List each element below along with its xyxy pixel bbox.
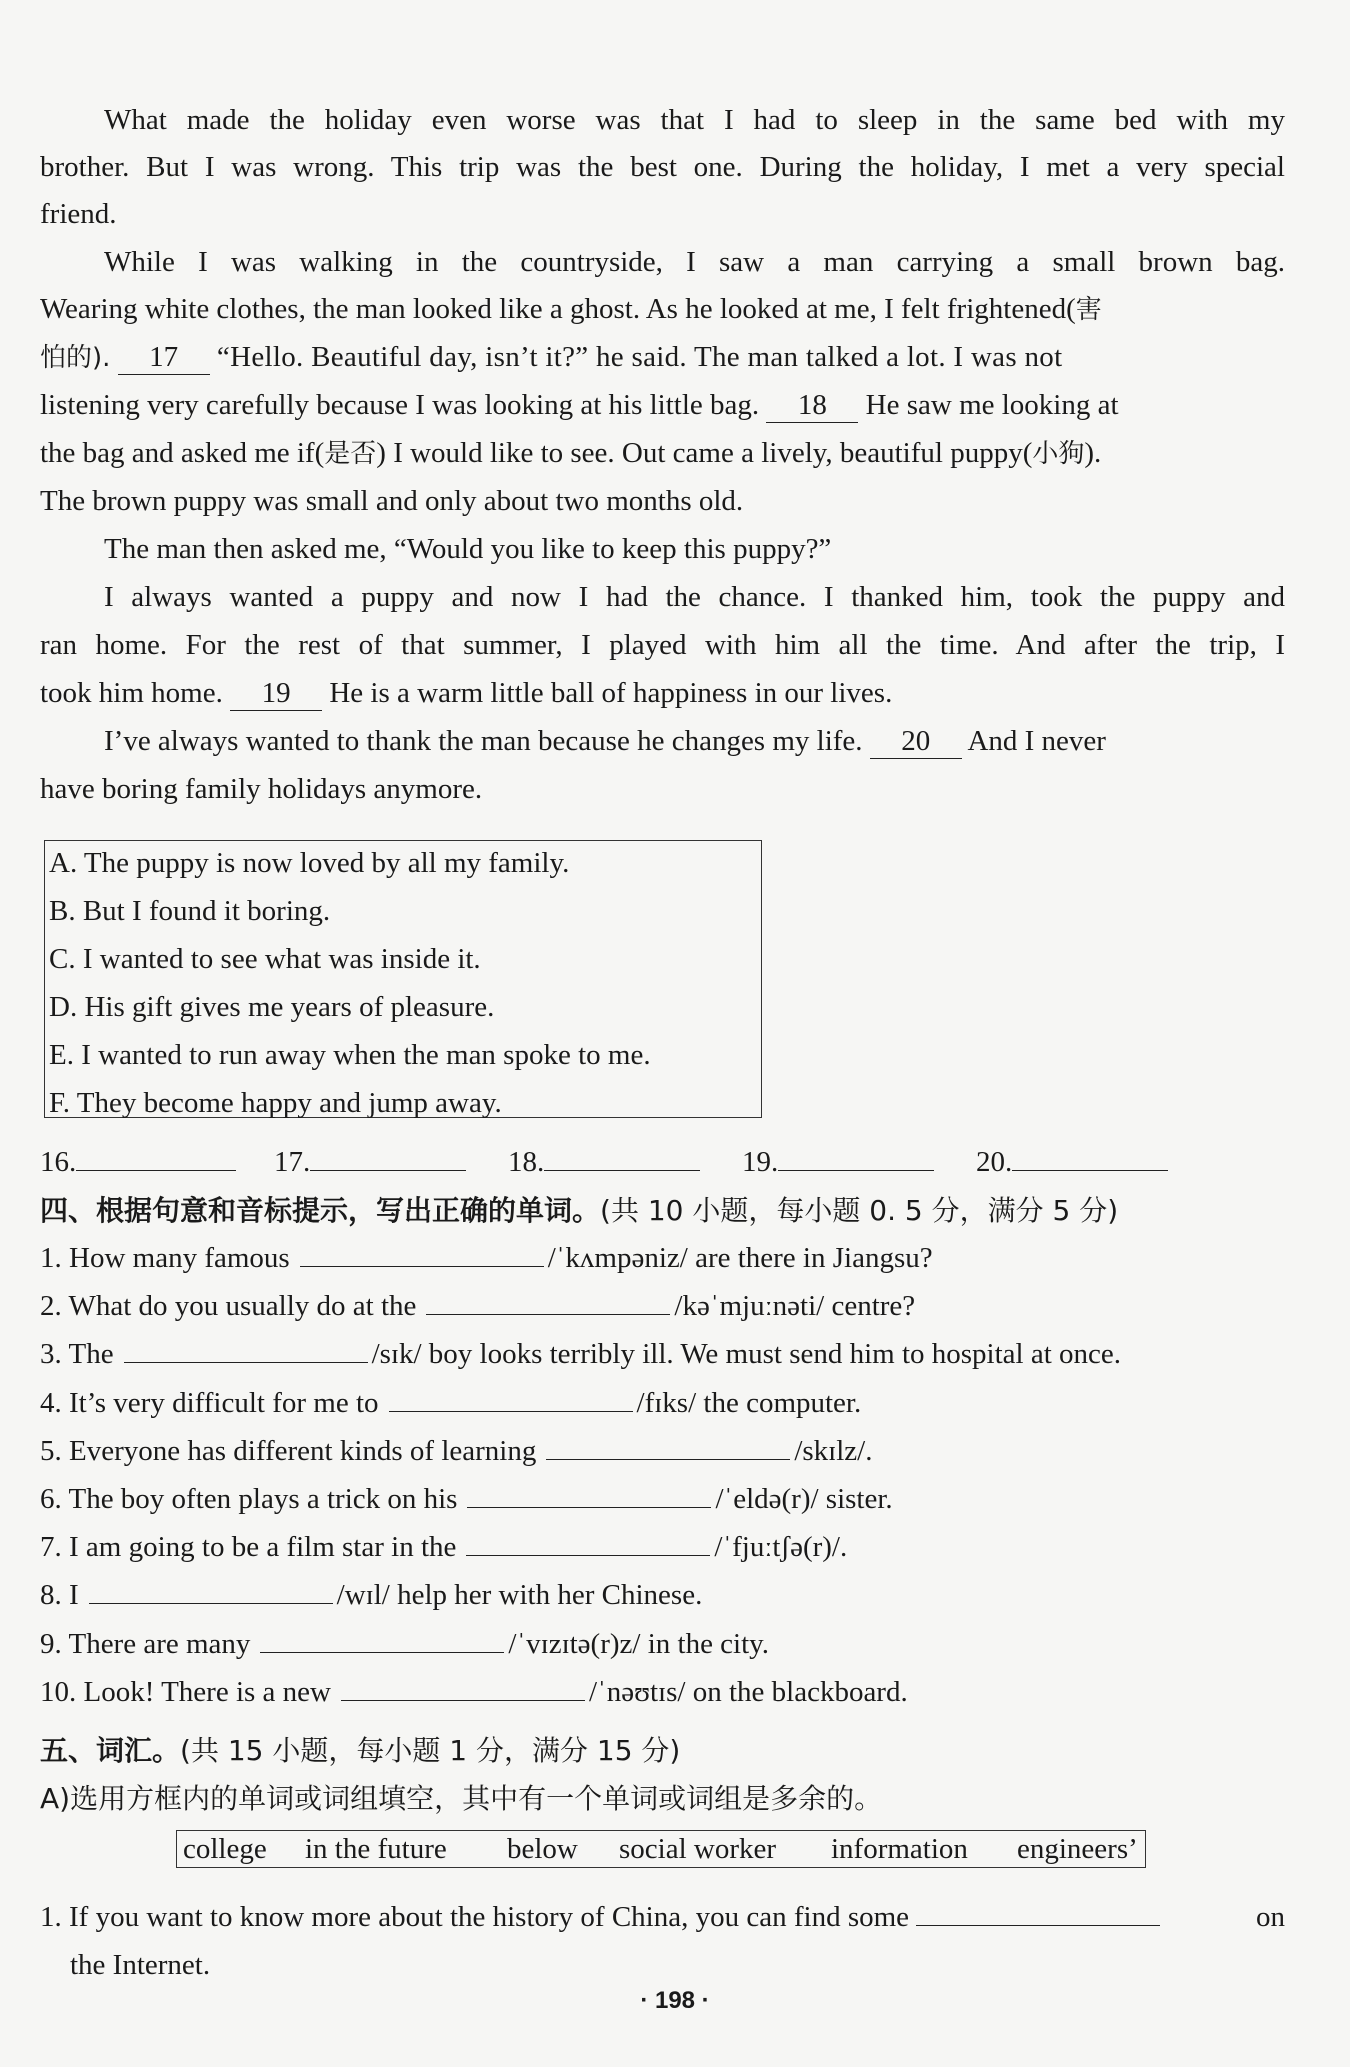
- phonetic-hint: /ˈfjuːtʃə(r)/.: [714, 1531, 848, 1564]
- question-text: 3. The: [40, 1338, 114, 1371]
- word-bank-item: social worker: [619, 1833, 777, 1865]
- passage-text: Wearing white clothes, the man looked like a ghost. As he looked at me, I felt frightened(: [40, 293, 1076, 325]
- passage-line: ran home. For the rest of that summer, I played with him all the time. And after the trip, I: [40, 629, 1285, 661]
- answer-label: 20.: [976, 1146, 1013, 1178]
- question-text: 10. Look! There is a new: [40, 1675, 331, 1708]
- section-note: (共 10 小题，每小题 0. 5 分，满分 5 分): [600, 1194, 1119, 1227]
- passage-line: [40, 429, 1285, 479]
- option-e: E. I wanted to run away when the man spoke to me.: [49, 1039, 651, 1071]
- passage-line: brother. But I was wrong. This trip was the best one. During the holiday, I met a very special: [40, 151, 1285, 183]
- word-bank-item: college: [183, 1833, 267, 1865]
- answer-blank[interactable]: [260, 1652, 504, 1653]
- passage-text: And I never: [967, 725, 1106, 757]
- word-bank-item: in the future: [305, 1833, 447, 1865]
- word-bank-item: below: [507, 1833, 578, 1865]
- question-text: 7. I am going to be a film star in the: [40, 1531, 457, 1564]
- question-text: 1. If you want to know more about the history of China, you can find some: [40, 1901, 910, 1933]
- answer-blank[interactable]: [89, 1603, 333, 1604]
- passage-text: He saw me looking at: [865, 389, 1119, 421]
- question-text: 4. It’s very difficult for me to: [40, 1386, 379, 1419]
- passage-chinese-gloss: 害: [1075, 295, 1102, 325]
- page-number: · 198 ·: [640, 1987, 710, 2014]
- answer-blank-17[interactable]: 17: [118, 340, 210, 375]
- answer-blank-19[interactable]: 19: [230, 676, 322, 711]
- answer-16: [40, 1138, 236, 1187]
- options-box: [44, 840, 762, 1118]
- passage-text: He is a warm little ball of happiness in our lives.: [329, 677, 893, 709]
- section-5-heading: [40, 1726, 680, 1775]
- passage-line: [104, 717, 1285, 766]
- passage-text: I’ve always wanted to thank the man because he changes my life.: [104, 725, 863, 757]
- passage-line: [40, 669, 1285, 718]
- section-4-heading: [40, 1186, 1118, 1235]
- answer-blank[interactable]: [916, 1925, 1160, 1926]
- answer-18: [508, 1138, 700, 1187]
- section-title: 四、根据句意和音标提示，写出正确的单词。: [40, 1194, 601, 1227]
- question-text: 1. How many famous: [40, 1242, 290, 1274]
- passage-text: ).: [1084, 437, 1102, 469]
- question-text: 6. The boy often plays a trick on his: [40, 1483, 458, 1515]
- passage-chinese-gloss: 是否: [324, 439, 377, 469]
- answer-19: [742, 1138, 934, 1187]
- section-note: (共 15 小题，每小题 1 分，满分 15 分): [180, 1734, 681, 1767]
- passage-chinese-gloss: 怕的).: [40, 343, 111, 373]
- answer-label: 19.: [742, 1146, 779, 1178]
- answer-blank[interactable]: [426, 1314, 670, 1315]
- passage-text: took him home.: [40, 677, 223, 709]
- answer-blank[interactable]: [466, 1555, 710, 1556]
- passage-line: [40, 381, 1285, 430]
- section-title: 五、词汇。: [40, 1734, 181, 1767]
- option-b: B. But I found it boring.: [49, 895, 331, 927]
- passage-text: ) I would like to see. Out came a lively, beautiful puppy(: [376, 437, 1033, 469]
- answer-blank[interactable]: [467, 1507, 711, 1508]
- word-bank-box: [176, 1830, 1146, 1868]
- phonetic-hint: /ˈvɪzɪtə(r)z/ in the city.: [508, 1627, 770, 1660]
- option-a: A. The puppy is now loved by all my family.: [49, 847, 570, 879]
- phonetic-hint: /sɪk/ boy looks terribly ill. We must send him to hospital at once.: [371, 1338, 1122, 1371]
- passage-text: the bag and asked me if(: [40, 437, 325, 469]
- answer-blank[interactable]: [310, 1170, 466, 1171]
- section-4-question: [40, 1282, 1285, 1331]
- answer-blank[interactable]: [124, 1362, 368, 1363]
- answer-blank[interactable]: [546, 1459, 790, 1460]
- word-bank-item: engineers’: [1017, 1833, 1138, 1865]
- passage-chinese-gloss: 小狗: [1032, 439, 1085, 469]
- option-f: F. They become happy and jump away.: [49, 1087, 502, 1119]
- answer-20: [976, 1138, 1168, 1187]
- answer-blank[interactable]: [1012, 1170, 1168, 1171]
- phonetic-hint: /ˈeldə(r)/ sister.: [715, 1483, 893, 1515]
- answer-blank-18[interactable]: 18: [766, 388, 858, 423]
- question-text: 9. There are many: [40, 1627, 251, 1660]
- answer-blank[interactable]: [778, 1170, 934, 1171]
- section-4-question: [40, 1330, 1285, 1379]
- passage-line: The man then asked me, “Would you like to keep this puppy?”: [104, 533, 832, 565]
- question-text: 2. What do you usually do at the: [40, 1290, 417, 1323]
- section-5-q1: [40, 1893, 1285, 1942]
- phonetic-hint: /skɪlz/.: [794, 1434, 873, 1467]
- passage-line: [40, 285, 1285, 335]
- passage-line: have boring family holidays anymore.: [40, 773, 483, 805]
- phonetic-hint: /wɪl/ help her with her Chinese.: [336, 1579, 703, 1612]
- passage-line: What made the holiday even worse was that I had to sleep in the same bed with my: [104, 104, 1285, 136]
- section-4-question: [40, 1571, 1285, 1620]
- section-4-question: [40, 1475, 1285, 1524]
- section-4-question: [40, 1620, 1285, 1669]
- phonetic-hint: /ˈkʌmpəniz/ are there in Jiangsu?: [547, 1242, 933, 1274]
- question-text: 8. I: [40, 1579, 79, 1612]
- phonetic-hint: /fɪks/ the computer.: [636, 1386, 862, 1419]
- section-4-question: [40, 1234, 1285, 1283]
- section-4-question: [40, 1379, 1285, 1428]
- answer-blank[interactable]: [389, 1411, 633, 1412]
- option-c: C. I wanted to see what was inside it.: [49, 943, 481, 975]
- section-4-question: [40, 1427, 1285, 1476]
- section-4-question: [40, 1668, 1285, 1717]
- answer-blank-20[interactable]: 20: [870, 724, 962, 759]
- answer-blank[interactable]: [76, 1170, 236, 1171]
- answer-17: [274, 1138, 466, 1187]
- passage-line: friend.: [40, 198, 117, 230]
- answer-label: 18.: [508, 1146, 545, 1178]
- answer-blank[interactable]: [300, 1266, 544, 1267]
- passage-text: listening very carefully because I was looking at his little bag.: [40, 389, 760, 421]
- passage-line: While I was walking in the countryside, I saw a man carrying a small brown bag.: [104, 246, 1285, 278]
- section-5-part-a: A)选用方框内的单词或词组填空，其中有一个单词或词组是多余的。: [40, 1782, 883, 1815]
- question-text: 5. Everyone has different kinds of learning: [40, 1434, 537, 1467]
- passage-text: “Hello. Beautiful day, isn’t it?” he said. The man talked a lot. I was not: [216, 341, 1063, 373]
- answer-blank[interactable]: [544, 1170, 700, 1171]
- passage-line: [40, 333, 1285, 383]
- passage-line: The brown puppy was small and only about two months old.: [40, 485, 744, 517]
- answer-blank[interactable]: [341, 1700, 585, 1701]
- option-d: D. His gift gives me years of pleasure.: [49, 991, 495, 1023]
- answer-label: 17.: [274, 1146, 311, 1178]
- section-4-question: [40, 1523, 1285, 1572]
- section-5-q1-continued: the Internet.: [70, 1949, 211, 1981]
- phonetic-hint: /ˈnəʊtɪs/ on the blackboard.: [589, 1675, 908, 1708]
- answer-label: 16.: [40, 1146, 77, 1178]
- phonetic-hint: /kəˈmjuːnəti/ centre?: [674, 1290, 916, 1323]
- passage-line: I always wanted a puppy and now I had the chance. I thanked him, took the puppy and: [104, 581, 1285, 613]
- question-text: on: [1256, 1901, 1285, 1933]
- word-bank-item: information: [831, 1833, 968, 1865]
